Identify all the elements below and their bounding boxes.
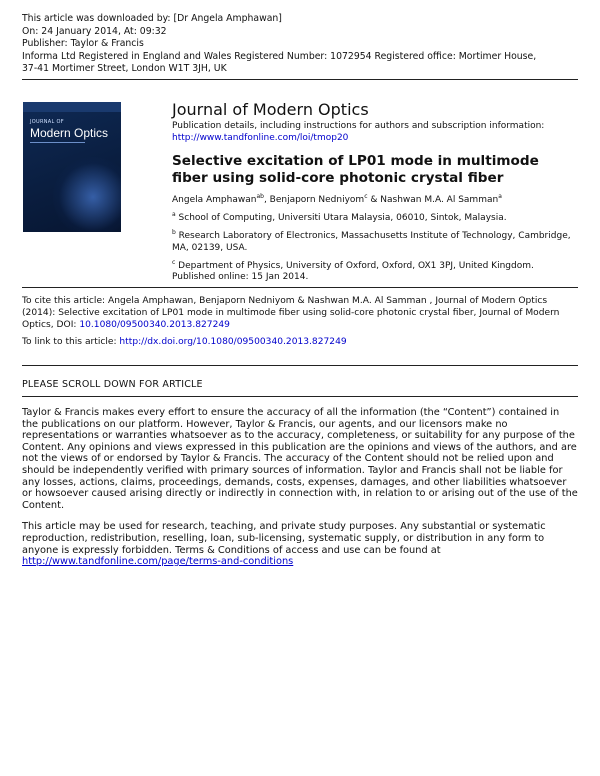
affiliation-a: [172, 209, 582, 224]
author-list: [172, 191, 582, 206]
cover-top-strip: [23, 102, 121, 112]
disclaimer-paragraph: Taylor & Francis makes every effort to ensure the accuracy of all the information (the “Content”) contained in the publications on our platform. However, Taylor & Francis, our agents, and our licensors make no representations or warranties whatsoever as to the accuracy, completeness, or suitability for any purpose of the Content. Any opinions and views expressed in this publication are the opinions and views of the authors, and are not the views of or endorsed by Taylor & Francis. The accuracy of the Content should not be relied upon and should be independently verified with primary sources of information. Taylor and Francis shall not be liable for any losses, actions, claims, proceedings, demands, costs, expenses, damages, and other liabilities whatsoever or howsoever caused arising directly or indirectly in connection with, in relation to or arising out of the use of the Content.: [22, 407, 578, 511]
download-header-line: This article was downloaded by: [Dr Angela Amphawan]: [22, 13, 282, 24]
affiliation-marker: ab: [256, 193, 264, 200]
affiliation-marker: c: [172, 258, 176, 266]
article-link-lead: To link to this article:: [22, 337, 120, 347]
download-header-line: Publisher: Taylor & Francis: [22, 38, 144, 50]
title-divider: [22, 287, 578, 288]
terms-text: This article may be used for research, teaching, and private study purposes. Any substantial or systematic reproduction, redistribution, reselling, loan, sub-licensing, systematic supply, or distribution in any form to anyone is expressly forbidden. Terms & Conditions of access and use can be found at: [22, 521, 546, 556]
affiliation-c: [172, 257, 582, 272]
cover-big-text: Modern Optics: [30, 126, 109, 140]
terms-link[interactable]: http://www.tandfonline.com/page/terms-and-conditions: [22, 556, 294, 568]
journal-title: Journal of Modern Optics: [172, 100, 369, 119]
published-date: Published online: 15 Jan 2014.: [172, 272, 309, 283]
author-name: Angela Amphawan: [172, 195, 257, 205]
authors-block: [172, 191, 582, 283]
download-header-line: On: 24 January 2014, At: 09:32: [22, 25, 167, 37]
author-name: & Nashwan M.A. Al Samman: [367, 195, 499, 205]
citation-divider: [22, 365, 578, 366]
affiliation-text: Department of Physics, University of Oxford, Oxford, OX1 3PJ, United Kingdom.: [175, 260, 534, 271]
cover-glow: [53, 157, 121, 232]
journal-url-link[interactable]: http://www.tandfonline.com/loi/tmop20: [172, 132, 349, 143]
citation-lead: To cite this article:: [22, 296, 109, 306]
publication-details: [172, 121, 544, 144]
journal-cover-image: [23, 102, 121, 232]
affiliation-marker: a: [498, 193, 502, 200]
terms-paragraph: [22, 521, 578, 567]
affiliation-b: [172, 227, 582, 253]
article-title: Selective excitation of LP01 mode in multimode fiber using solid-core photonic crystal fiber: [172, 153, 539, 186]
download-header-line: 37-41 Mortimer Street, London W1T 3JH, UK: [22, 63, 227, 75]
download-header: [22, 13, 578, 76]
article-link[interactable]: http://dx.doi.org/10.1080/09500340.2013.827249: [119, 337, 347, 347]
scroll-notice: PLEASE SCROLL DOWN FOR ARTICLE: [22, 379, 203, 390]
disclaimer-block: [22, 407, 578, 578]
download-header-line: Informa Ltd Registered in England and Wales Registered Number: 1072954 Registered office: Mortimer House,: [22, 50, 537, 62]
article-link-block: [22, 336, 578, 348]
affiliation-text: School of Computing, Universiti Utara Malaysia, 06010, Sintok, Malaysia.: [175, 213, 507, 224]
affiliation-marker: a: [172, 211, 176, 219]
author-name: , Benjaporn Nedniyom: [263, 195, 365, 205]
cover-small-text: JOURNAL OF: [30, 119, 64, 125]
affiliation-marker: b: [172, 229, 176, 237]
cover-divider: [30, 142, 85, 143]
header-divider: [22, 79, 578, 80]
affiliation-text: Research Laboratory of Electronics, Massachusetts Institute of Technology, Cambridge, MA, 02139, USA.: [172, 231, 571, 253]
citation-block: [22, 295, 578, 331]
disclaimer-divider: [22, 396, 578, 397]
affiliation-marker: c: [364, 193, 368, 200]
citation-text: Angela Amphawan, Benjaporn Nedniyom & Nashwan M.A. Al Samman , Journal of Modern Optics (2014): Selective excitation of LP01 mode in multimode fiber using solid-core photonic crystal fiber, Journal of Modern Optics, DOI:: [22, 296, 560, 330]
doi-link[interactable]: 10.1080/09500340.2013.827249: [79, 320, 230, 330]
publication-details-text: Publication details, including instructions for authors and subscription information:: [172, 121, 545, 131]
